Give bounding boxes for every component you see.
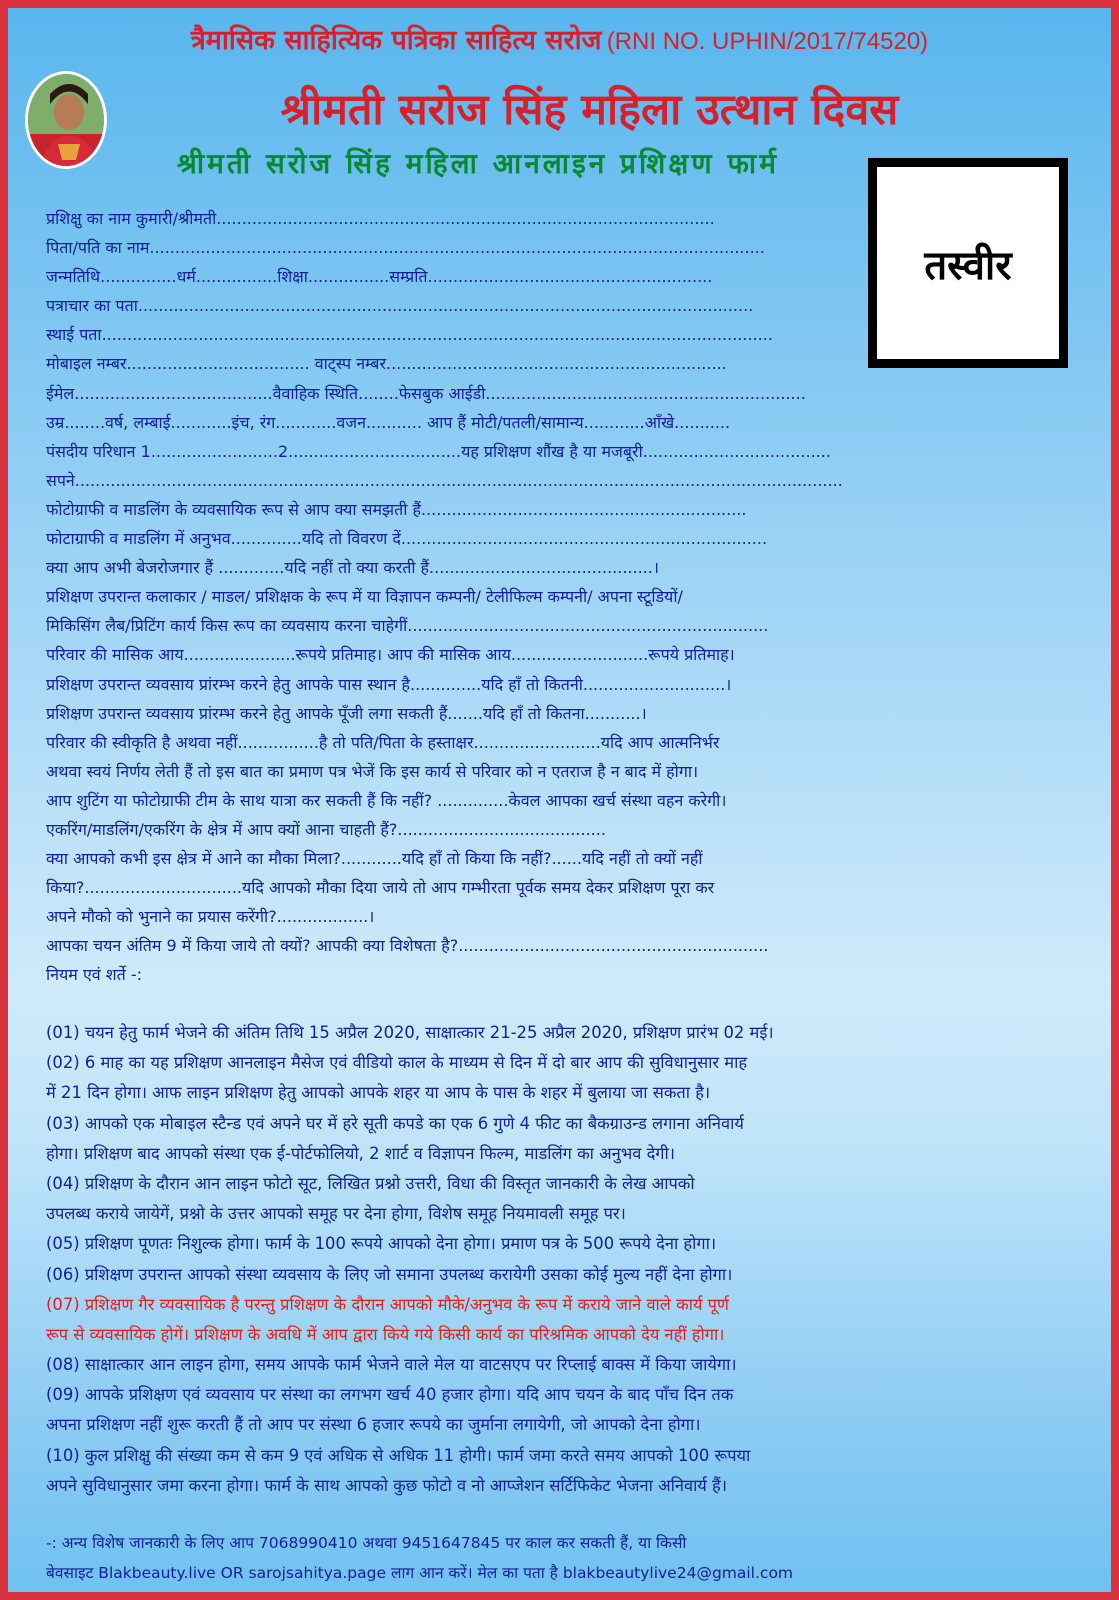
- form-line-permanent-address: स्थाई पता....................................................................................................................................: [46, 325, 773, 345]
- rule-04: (04) प्रशिक्षण के दौरान आन लाइन फोटो सूट, लिखित प्रश्नो उत्तरी, विधा की विस्तृत जानकारी के लेख आपको: [46, 1173, 695, 1193]
- rule-04-cont: उपलब्ध कराये जायेगें, प्रश्नो के उत्तर आपको समूह पर देना होगा, विशेष समूह नियमावली समूह पर।: [46, 1204, 626, 1224]
- form-line-family-consent-cont: अथवा स्वयं निर्णय लेती हैं तो इस बात का प्रमाण पत्र भेजें कि इस कार्य से परिवार को न एतराज है न बाद में होगा।: [46, 761, 699, 781]
- form-subtitle: श्रीमती सरोज सिंह महिला आनलाइन प्रशिक्षण फार्म: [177, 147, 779, 180]
- form-line-name: प्रशिक्षु का नाम कुमारी/श्रीमती..................................................................................................: [46, 209, 715, 228]
- form-line-dreams: सपने.......................................................................................................................................................: [46, 470, 843, 490]
- rule-07-cont: रूप से व्यवसायिक होगें। प्रशिक्षण के अवधि में आप द्वारा किये गये किसी कार्य का परिश्रमिक आपको देय नहीं होगा।: [46, 1324, 725, 1344]
- photo-label: तस्वीर: [924, 242, 1012, 289]
- form-line-father: पिता/पति का नाम.........................................................................................................................: [46, 238, 765, 258]
- contact-footer: [46, 1528, 1076, 1588]
- rni-number: (RNI NO. UPHIN/2017/74520): [606, 28, 929, 55]
- rule-03: (03) आपको एक मोबाइल स्टैन्ड एवं अपने घर में हरे सूती कपडे का एक 6 गुणे 4 फीट का बैकग्राउन्ड लगाना अनिवार्य: [46, 1113, 744, 1133]
- magazine-header: [8, 20, 1111, 57]
- rules-list: [46, 1018, 1076, 1501]
- rule-06: (06) प्रशिक्षण उपरान्त आपको संस्था व्यवसाय के लिए जो समाना उपलब्ध करायेगी उसका कोई मुल्य नहीं देना होगा।: [46, 1264, 733, 1284]
- rule-05: (05) प्रशिक्षण पूणतः निशुल्क होगा। फार्म के 100 रूपये आपको देना होगा। प्रमाण पत्र के 500 रूपये देना होगा।: [46, 1234, 717, 1254]
- form-line-capital: प्रशिक्षण उपरान्त व्यवसाय प्रांरम्भ करने हेतु आपके पूँजी लगा सकती हैं.......यदि हाँ तो कितना...........।: [46, 703, 647, 723]
- form-line-unemployed: क्या आप अभी बेजरोजगार हैं .............यदि नहीं तो क्या करती हैं............................................।: [46, 558, 659, 578]
- rule-02: (02) 6 माह का यह प्रशिक्षण आनलाइन मैसेज एवं वीडियो काल के माध्यम से दिन में दो बार आप की सुविधानुसार माह: [46, 1053, 748, 1073]
- contact-phone-line: -: अन्य विशेष जानकारी के लिए आप 7068990410 अथवा 9451647845 पर काल कर सकती हैं, या किसी: [46, 1534, 687, 1552]
- page-title: श्रीमती सरोज सिंह महिला उत्थान दिवस: [280, 85, 899, 135]
- rule-02-cont: में 21 दिन होगा। आफ लाइन प्रशिक्षण हेतु आपको आपके शहर या आप के पास के शहर में बुलाया जा सकता है।: [46, 1083, 711, 1103]
- form-fields: [46, 204, 1076, 990]
- form-line-travel: आप शुटिंग या फोटोग्राफी टीम के साथ यात्रा कर सकती हैं कि नहीं? ..............केवल आपका खर्च संस्था वहन करेगी।: [46, 790, 727, 810]
- rule-08: (08) साक्षात्कार आन लाइन होगा, समय आपके फार्म भेजने वाले मेल या वाटसएप पर रिप्लाई बाक्स में किया जायेगा।: [46, 1355, 737, 1375]
- form-line-space: प्रशिक्षण उपरान्त व्यवसाय प्रांरम्भ करने हेतु आपके पास स्थान है..............यदि हाँ तो कितनी............................।: [46, 674, 732, 694]
- rules-heading: नियम एवं शर्ते -:: [46, 965, 143, 985]
- rule-09-cont: अपना प्रशिक्षण नहीं शुरू करती हैं तो आप पर संस्था 6 हजार रूपये का जुर्माना लगायेगी, जो आपको देना होगा।: [46, 1415, 701, 1435]
- form-line-experience: फोटाग्राफी व माडलिंग में अनुभव..............यदि तो विवरण दें........................................................................: [46, 529, 768, 549]
- form-line-income: परिवार की मासिक आय......................रूपये प्रतिमाह। आप की मासिक आय...........................रूपये प्रतिमाह।: [46, 645, 735, 665]
- form-line-family-consent: परिवार की स्वीकृति है अथवा नहीं................है तो पति/पिता के हस्ताक्षर.........................यदि आप आत्मनिर्भर: [46, 732, 720, 752]
- rule-10-cont: अपने सुविधानुसार जमा करना होगा। फार्म के साथ आपको कुछ फोटो व नो आप्जेशन सर्टिफिकेट भेजना अनिवार्य हैं।: [46, 1475, 727, 1495]
- magazine-name: त्रैमासिक साहित्यिक पत्रिका साहित्य सरोज: [190, 25, 602, 56]
- form-line-email: ईमेल.......................................वैवाहिक स्थिति........फेसबुक आईडी...............................................................: [46, 383, 806, 403]
- form-line-dob: जन्मतिथि...............धर्म................शिक्षा................सम्प्रति........................................................: [46, 267, 713, 287]
- rule-07: (07) प्रशिक्षण गैर व्यवसायिक है परन्तु प्रशिक्षण के दौरान आपको मौके/अनुभव के रूप में कराये जाने वाले कार्य पूर्ण: [46, 1294, 729, 1314]
- form-line-career-cont: मिकिसिंग लैब/प्रिटिंग कार्य किस रूप का व्यवसाय करना चाहेगीं.......................................................................: [46, 616, 769, 636]
- rule-03-cont: होगा। प्रशिक्षण बाद आपको संस्था एक ई-पोर्टफोलियो, 2 शार्ट व विज्ञापन फिल्म, माडलिंग का अनुभव देगी।: [46, 1143, 675, 1163]
- form-line-address: पत्राचार का पता.........................................................................................................................: [46, 296, 754, 316]
- form-line-profession-view: फोटोग्राफी व माडलिंग के व्यवसायिक रूप से आप क्या समझती हैं................................................................: [46, 499, 747, 519]
- form-line-opportunity-end: अपने मौको को भुनाने का प्रयास करेंगी?..................।: [46, 907, 375, 927]
- form-line-opportunity: क्या आपको कभी इस क्षेत्र में आने का मौका मिला?............यदि हाँ तो किया कि नहीं?......यदि नहीं तो क्यों नहीं: [46, 849, 703, 869]
- form-line-anchoring: एकरिंग/माडलिंग/एकरिंग के क्षेत्र में आप क्यों आना चाहती हैं?.........................................: [46, 819, 606, 839]
- form-line-opportunity-cont: किया?...............................यदि आपको मौका दिया जाये तो आप गम्भीरता पूर्वक समय देकर प्रशिक्षण पूरा कर: [46, 878, 715, 898]
- rule-01: (01) चयन हेतु फार्म भेजने की अंतिम तिथि 15 अप्रैल 2020, साक्षात्कार 21-25 अप्रैल 2020, प्रशिक्षण प्रारंभ 02 मई।: [46, 1023, 774, 1042]
- form-line-attire: पंसदीय परिधान 1.........................2..................................यह प्रशिक्षण शौंख है या मजबूरी.....................................: [46, 441, 831, 461]
- contact-web-email-line: बेवसाइट Blakbeauty.live OR sarojsahitya.page लाग आन करें। मेल का पता है blakbeautylive24@gmail.com: [46, 1564, 794, 1582]
- form-line-age: उम्र........वर्ष, लम्बाई............इंच, रंग............वजन........... आप हैं मोटी/पतली/सामान्य............आँखे...........: [46, 412, 731, 432]
- rule-10: (10) कुल प्रशिक्षु की संख्या कम से कम 9 एवं अधिक से अधिक 11 होगी। फार्म जमा करते समय आपको 100 रूपया: [46, 1445, 751, 1465]
- form-line-selection: आपका चयन अंतिम 9 में किया जाये तो क्यों? आपकी क्या विशेषता है?.............................................................: [46, 936, 769, 956]
- form-line-career: प्रशिक्षण उपरान्त कलाकार / माडल/ प्रशिक्षक के रूप में या विज्ञापन कम्पनी/ टेलीफिल्म कम्पनी/ अपना स्टूडियों/: [46, 587, 683, 607]
- form-line-mobile: मोबाइल नम्बर.................................... वाट्स्प नम्बर...................................................................: [46, 354, 727, 374]
- rule-09: (09) आपके प्रशिक्षण एवं व्यवसाय पर संस्था का लगभग खर्च 40 हजार होगा। यदि आप चयन के बाद पाँच दिन तक: [46, 1385, 734, 1405]
